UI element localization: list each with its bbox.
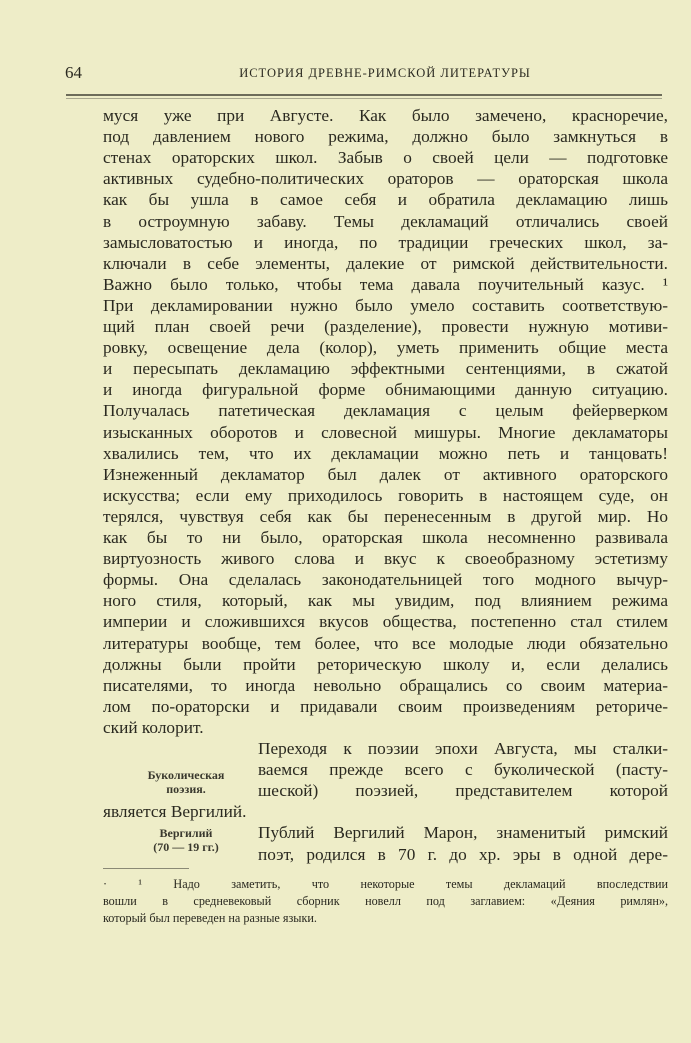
text-line: При декламировании нужно было умело составить соответствую- (103, 295, 668, 315)
page-number: 64 (65, 63, 82, 82)
text-line: ключали в себе элементы, далекие от римской действительности. (103, 253, 668, 273)
text-line: ваемся прежде всего с буколической (пасту- (258, 760, 668, 780)
text-line: империи и сложившихся вкусов общества, постепенно стал стилем (103, 612, 668, 632)
text-line: виртуозность живого слова и вкус к своеобразному эстетизму (103, 549, 668, 569)
text-line: терялся, чувствуя себя как бы перенесенным в другой мир. Но (103, 506, 668, 526)
text-line: ский колорит. (103, 717, 204, 737)
text-line: шеской) поэзией, представителем которой (258, 781, 668, 801)
text-line: Публий Вергилий Марон, знаменитый римский (258, 823, 668, 843)
text-line: Важно было только, чтобы тема давала поучительный казус. ¹ (103, 274, 668, 294)
text-line: ного стиля, который, как мы увидим, под влиянием режима (103, 591, 668, 611)
text-line: должны были пройти реторическую школу и, если делались (103, 654, 668, 674)
text-line: ровку, освещение дела (колор), уметь применить общие места (103, 338, 668, 358)
text-line: поэт, родился в 70 г. до хр. эры в одной дере- (258, 844, 668, 864)
text-line: щий план своей речи (разделение), провести нужную мотиви- (103, 317, 668, 336)
footnote-line: · ¹ Надо заметить, что некоторые темы декламаций впоследствии (103, 877, 668, 891)
text-line: литературы вообще, тем более, что все молодые люди обязательно (103, 633, 668, 653)
footnote-line: который был переведен на разные языки. (103, 911, 317, 925)
text-line: Переходя к поэзии эпохи Августа, мы сталки- (258, 739, 668, 758)
margin-note-line: (70 — 19 гг.) (153, 840, 219, 854)
text-line: под давлением нового режима, должно было замкнуться в (103, 127, 668, 147)
text-line: активных судебно-политических ораторов — ораторская школа (103, 169, 668, 189)
text-line: писателями, то иногда невольно обращались со своим материа- (103, 675, 668, 695)
text-line: как бы то ни было, ораторская школа несомненно развивала (103, 528, 668, 547)
margin-note-vergil (112, 826, 260, 854)
text-line: замысловатостью и иногда, по традиции греческих школ, за- (103, 232, 668, 252)
text-line: изысканных оборотов и словесной мишуры. Многие декламаторы (103, 422, 668, 442)
margin-note-bucolic (112, 768, 260, 796)
text-line: стенах ораторских школ. Забыв о своей цели — подготовке (103, 148, 668, 168)
text-line: как бы ушла в самое себя и обратила декламацию лишь (103, 190, 668, 210)
text-line: формы. Она сделалась законодательницей того модного вычур- (103, 570, 668, 590)
footnote-line: вошли в средневековый сборник новелл под заглавием: «Деяния римлян», (103, 894, 668, 908)
margin-note-line: Вергилий (159, 826, 213, 840)
text-line: хвалились тем, что их декламации можно петь и танцовать! (103, 443, 668, 463)
margin-note-line: Буколическая (147, 768, 225, 782)
margin-note-line: поэзия. (166, 782, 206, 796)
running-title: ИСТОРИЯ ДРЕВНЕ-РИМСКОЙ ЛИТЕРАТУРЫ (239, 66, 531, 80)
footnote-separator (103, 868, 189, 869)
text-line: и пересыпать декламацию эффектными сентенциями, в сжатой (103, 359, 668, 379)
text-line: муся уже при Августе. Как было замечено, красноречие, (103, 106, 668, 125)
text-line: Изнеженный декламатор был далек от активного ораторского (103, 464, 668, 484)
text-line: искусства; если ему приходилось говорить в настоящем суде, он (103, 485, 668, 505)
header-rule-thin (66, 98, 662, 99)
text-line: в остроумную забаву. Темы декламаций отличались своей (103, 211, 668, 231)
header-rule (66, 94, 662, 96)
text-line: и иногда фигуральной форме обнимающими данную ситуацию. (103, 380, 668, 400)
text-line: Получалась патетическая декламация с целым фейерверком (103, 401, 668, 421)
text-line: лом по-ораторски и придавали своим произведениям реториче- (103, 696, 668, 716)
text-line: является Вергилий. (103, 802, 247, 822)
